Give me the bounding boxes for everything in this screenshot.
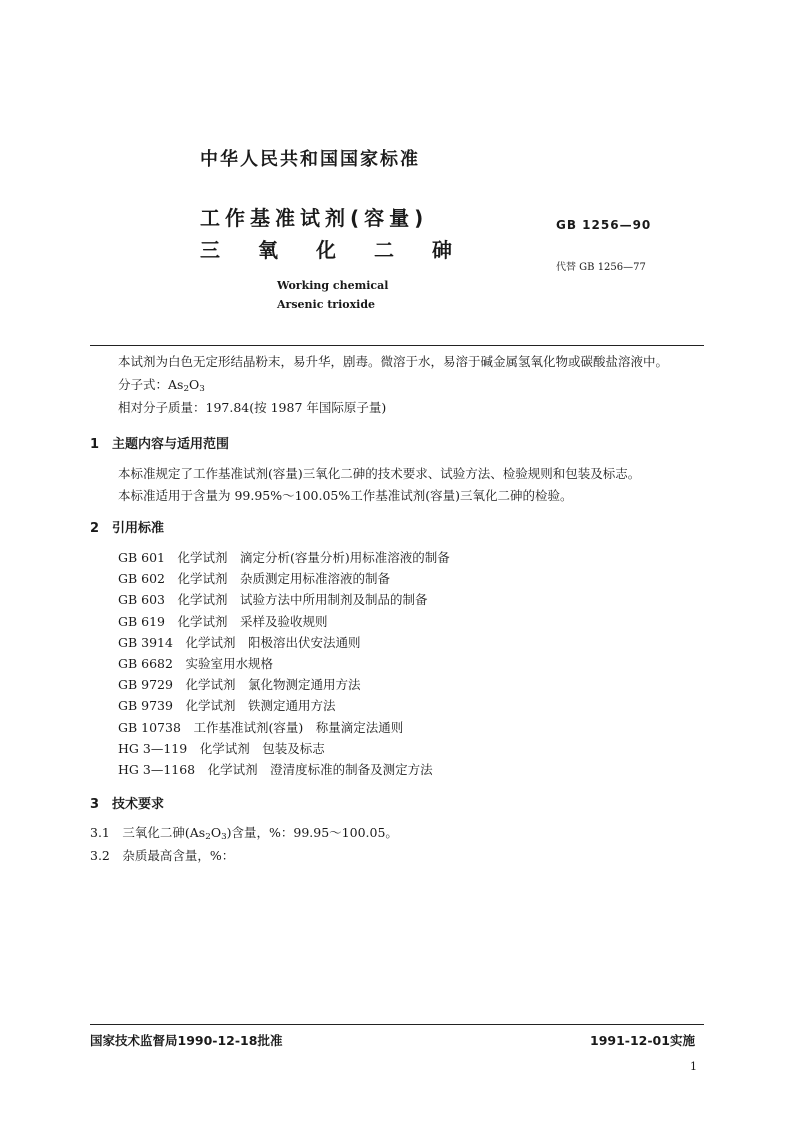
- formula-subscript: 2: [183, 384, 190, 395]
- reference-title: 化学试剂 滴定分析(容量分析)用标准溶液的制备: [177, 550, 450, 565]
- standard-name-line2: [200, 234, 452, 263]
- intro-description: 本试剂为白色无定形结晶粉末，易升华，剧毒。微溶于水，易溶于碱金属氢氧化物或碳酸盐溶液中。: [118, 354, 669, 369]
- reference-item: [118, 695, 450, 716]
- reference-item: [118, 738, 450, 759]
- standard-code: GB 1256—90: [556, 218, 652, 232]
- standard-name-char: 二: [374, 238, 394, 262]
- formula-element: As: [168, 377, 184, 392]
- section-3-title: 3 技术要求: [90, 797, 165, 812]
- clause-text: 三氧化二砷(As: [122, 825, 206, 840]
- reference-code: HG 3—1168: [118, 762, 196, 778]
- section-1-paragraph-2: 本标准适用于含量为 99.95%～100.05%工作基准试剂(容量)三氧化二砷的检验。: [118, 488, 573, 503]
- molecular-formula: [118, 375, 205, 393]
- reference-list: [118, 547, 450, 780]
- footer-divider: [90, 1024, 704, 1025]
- clause-number: 3.1: [90, 825, 110, 840]
- section-1-title: 1 主题内容与适用范围: [90, 437, 230, 452]
- section-2-title: 2 引用标准: [90, 521, 165, 536]
- formula-subscript: 3: [221, 832, 227, 843]
- reference-item: [118, 589, 450, 610]
- english-name-line1: Working chemical: [277, 279, 389, 292]
- reference-code: GB 602: [118, 571, 166, 587]
- reference-title: 化学试剂 包装及标志: [199, 740, 325, 756]
- reference-code: GB 6682: [118, 656, 173, 672]
- formula-subscript: 3: [199, 384, 205, 395]
- standard-name-char: 三: [200, 238, 220, 262]
- reference-item: [118, 611, 450, 632]
- reference-code: GB 3914: [118, 634, 173, 650]
- reference-title: 化学试剂 氯化物测定通用方法: [185, 677, 361, 693]
- reference-title: 化学试剂 铁测定通用方法: [185, 698, 336, 714]
- formula-element: O: [189, 377, 200, 392]
- reference-code: GB 9729: [118, 677, 173, 693]
- reference-item: [118, 759, 450, 780]
- reference-item: [118, 632, 450, 653]
- reference-item: [118, 653, 450, 674]
- clause-text: 杂质最高含量，%：: [122, 848, 235, 863]
- reference-title: 实验室用水规格: [185, 656, 273, 672]
- section-1-paragraph-1: 本标准规定了工作基准试剂(容量)三氧化二砷的技术要求、试验方法、检验规则和包装及标志。: [118, 466, 641, 481]
- standard-name-char: 砷: [432, 238, 452, 262]
- standard-name-char: 氧: [258, 238, 278, 262]
- reference-item: [118, 547, 450, 568]
- reference-code: GB 9739: [118, 698, 173, 714]
- reference-title: 化学试剂 澄清度标准的制备及测定方法: [207, 762, 433, 778]
- clause-text: )含量，%：99.95～100.05。: [226, 825, 398, 840]
- reference-item: [118, 568, 450, 589]
- clause-3-2: [90, 846, 234, 864]
- document-header-title: 中华人民共和国国家标准: [200, 149, 420, 170]
- clause-3-1: [90, 823, 398, 841]
- page-number: 1: [690, 1060, 697, 1073]
- standard-name-char: 化: [316, 238, 336, 262]
- reference-code: GB 619: [118, 613, 166, 629]
- molar-mass: 相对分子质量：197.84(按 1987 年国际原子量): [118, 400, 387, 415]
- reference-title: 化学试剂 采样及验收规则: [177, 613, 328, 629]
- formula-element: O: [210, 825, 222, 840]
- reference-code: GB 10738: [118, 719, 181, 735]
- approval-line: 国家技术监督局1990-12-18批准: [90, 1033, 283, 1048]
- english-name-line2: Arsenic trioxide: [277, 298, 376, 311]
- reference-code: HG 3—119: [118, 740, 188, 756]
- formula-subscript: 2: [205, 832, 211, 843]
- reference-title: 化学试剂 杂质测定用标准溶液的制备: [177, 571, 391, 587]
- standard-name-line1: 工作基准试剂(容量): [200, 206, 429, 230]
- clause-number: 3.2: [90, 848, 110, 863]
- reference-code: GB 601: [118, 550, 166, 565]
- reference-code: GB 603: [118, 592, 166, 608]
- reference-title: 化学试剂 阳极溶出伏安法通则: [185, 634, 361, 650]
- reference-title: 化学试剂 试验方法中所用制剂及制品的制备: [177, 592, 428, 608]
- formula-label: 分子式：: [118, 377, 169, 392]
- implementation-date: 1991-12-01实施: [590, 1033, 695, 1048]
- reference-title: 工作基准试剂(容量) 称量滴定法通则: [193, 719, 404, 735]
- replaces-standard: 代替 GB 1256—77: [556, 262, 646, 273]
- header-divider: [90, 345, 704, 346]
- reference-item: [118, 674, 450, 695]
- reference-item: [118, 717, 450, 738]
